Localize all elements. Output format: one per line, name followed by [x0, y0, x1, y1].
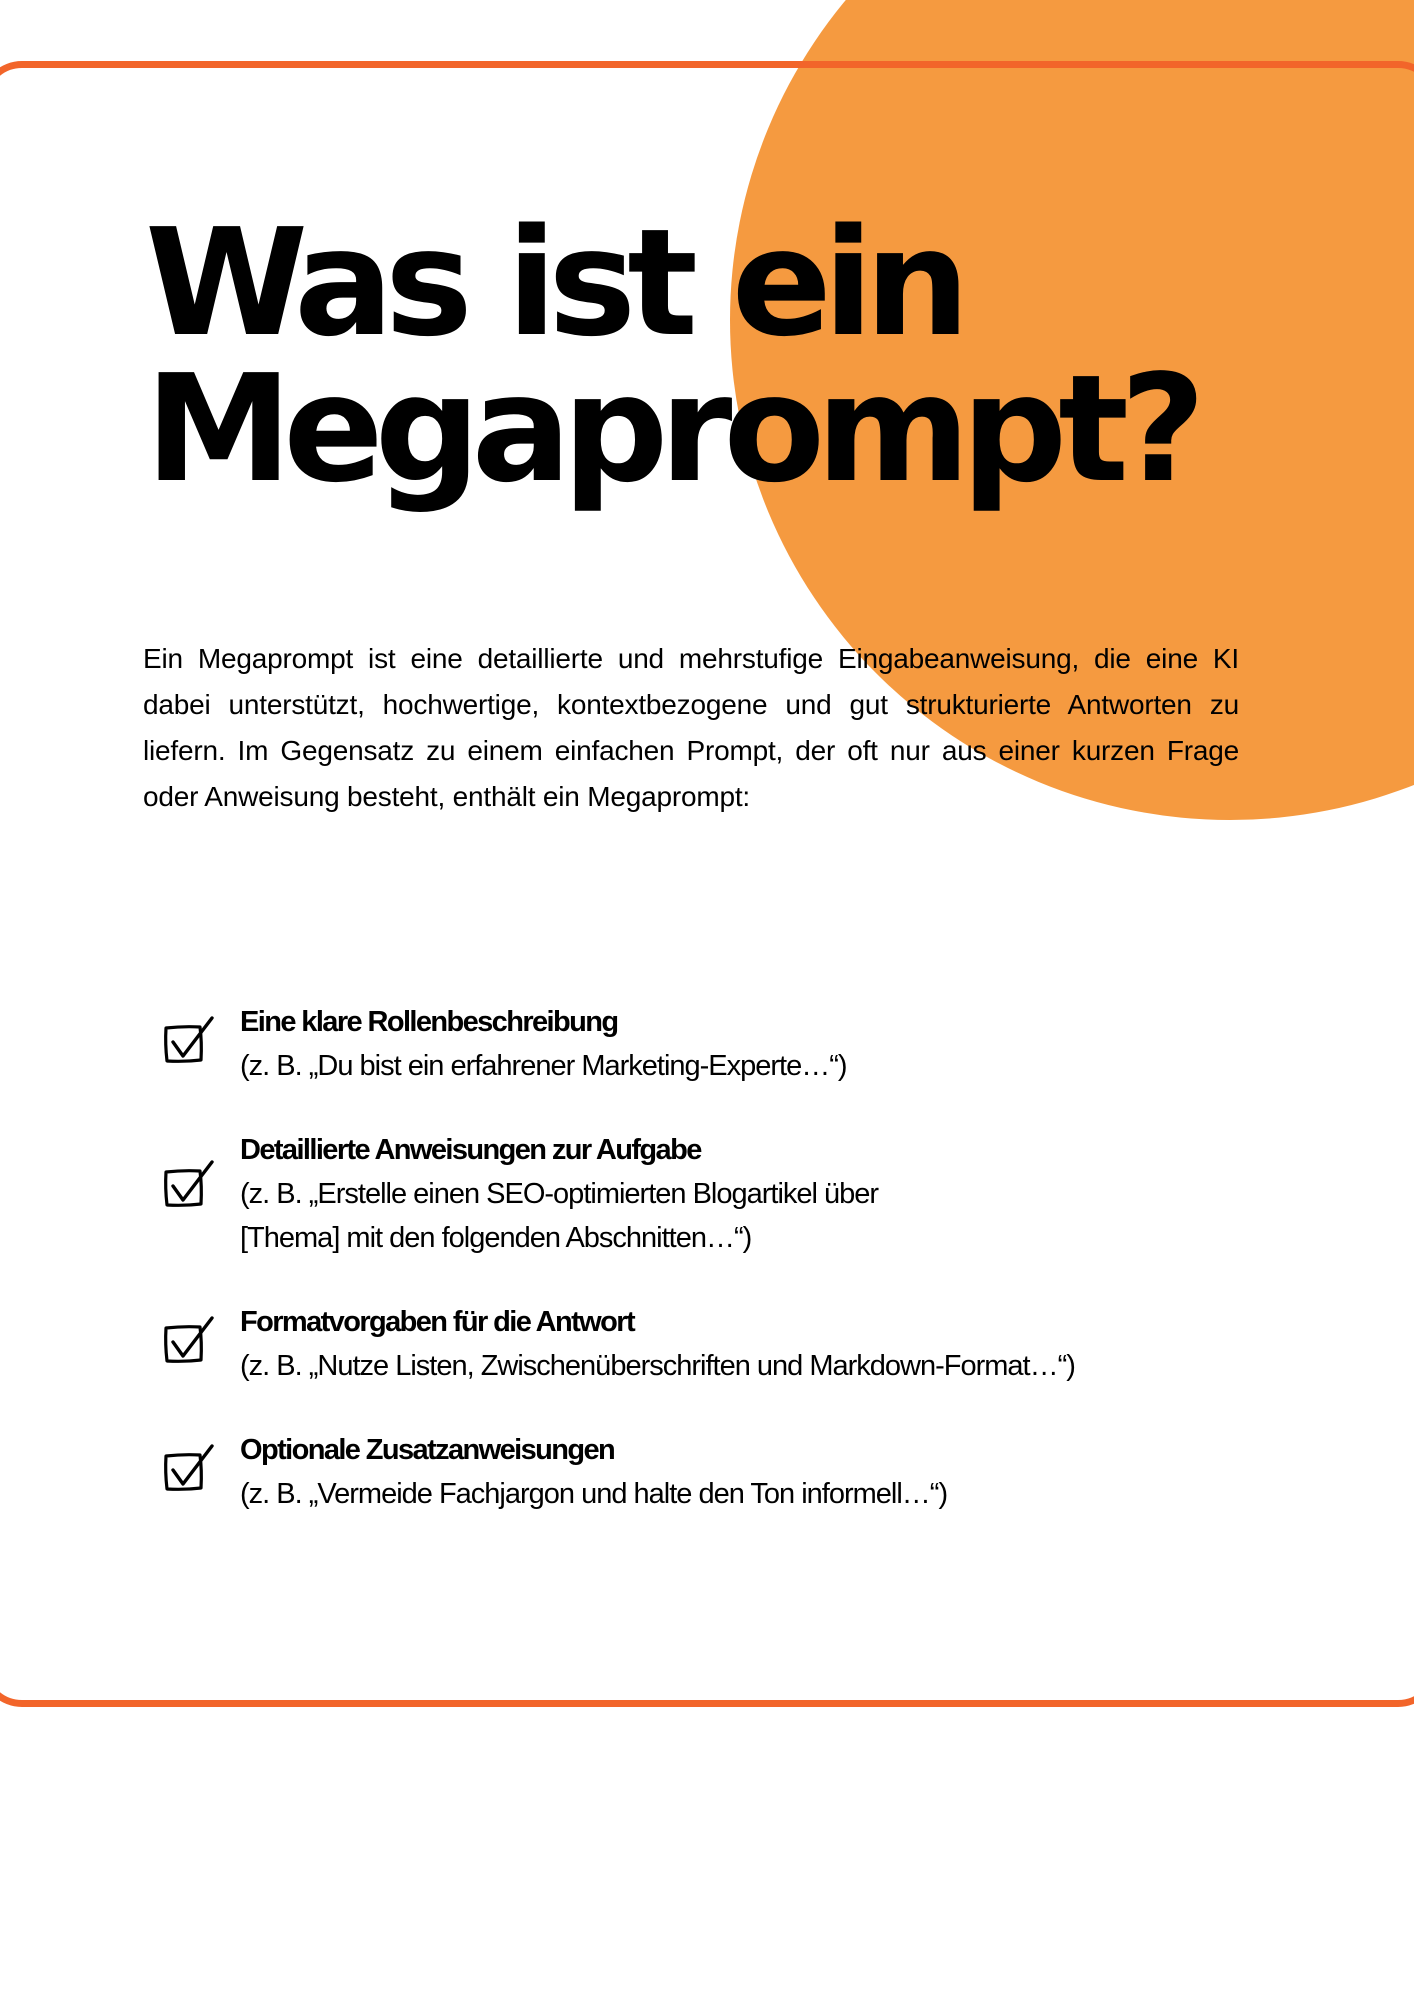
item-description: (z. B. „Du bist ein erfahrener Marketing-Experte…“)	[240, 1050, 847, 1082]
checkbox-checked-icon	[162, 1442, 220, 1494]
list-item	[162, 1128, 1262, 1260]
page-title	[145, 197, 1197, 515]
item-description: [Thema] mit den folgenden Abschnitten…“)	[240, 1222, 752, 1254]
item-heading: Detaillierte Anweisungen zur Aufgabe	[240, 1134, 701, 1166]
item-description: (z. B. „Erstelle einen SEO-optimierten Blogartikel über	[240, 1178, 879, 1210]
item-description: (z. B. „Nutze Listen, Zwischenüberschriften und Markdown-Format…“)	[240, 1350, 1075, 1382]
list-item	[162, 1428, 1262, 1516]
checkbox-checked-icon	[162, 1014, 220, 1066]
title-line-1: Was ist ein	[145, 197, 962, 369]
item-heading: Eine klare Rollenbeschreibung	[240, 1006, 618, 1038]
item-description: (z. B. „Vermeide Fachjargon und halte den Ton informell…“)	[240, 1478, 948, 1510]
list-item	[162, 1300, 1262, 1388]
checkbox-checked-icon	[162, 1158, 220, 1210]
item-heading: Formatvorgaben für die Antwort	[240, 1306, 634, 1338]
list-item	[162, 1000, 1262, 1088]
checkbox-checked-icon	[162, 1314, 220, 1366]
intro-paragraph: Ein Megaprompt ist eine detaillierte und mehrstufige Eingabeanweisung, die eine KI dabei unterstützt, hochwertige, kontextbezogene und gut strukturierte Antworten zu liefern. Im Gegensatz zu einem einfachen Prompt, der oft nur aus einer kurzen Frage oder Anweisung besteht, enthält ein Megaprompt:	[143, 643, 1239, 812]
item-heading: Optionale Zusatzanweisungen	[240, 1434, 615, 1466]
title-line-2: Megaprompt?	[145, 343, 1197, 515]
feature-list	[162, 1000, 1262, 1556]
